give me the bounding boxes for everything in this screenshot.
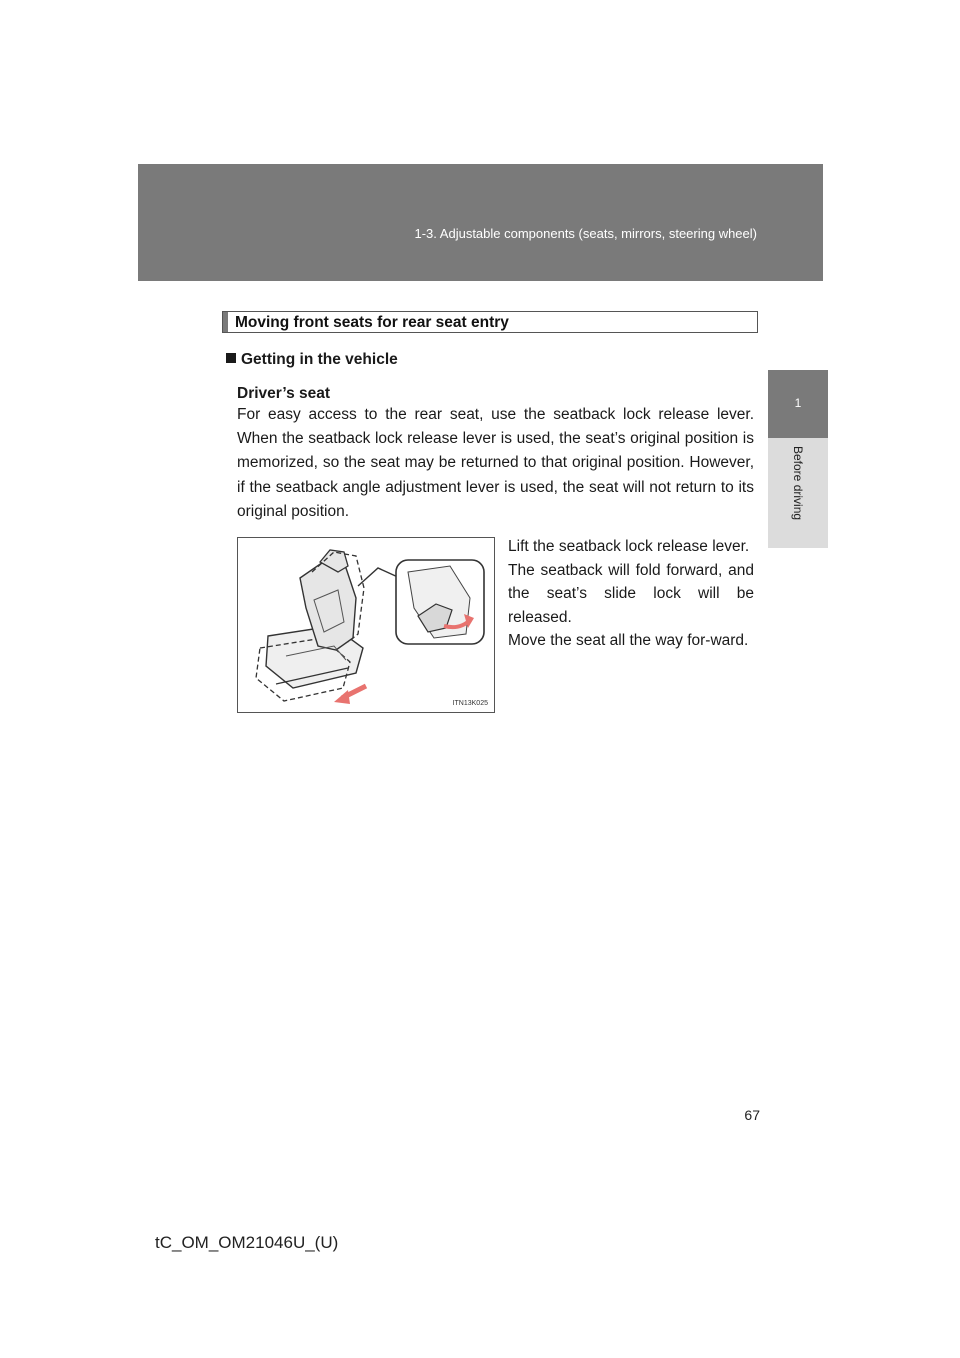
side-tab-number: 1 xyxy=(794,396,802,410)
square-bullet-icon xyxy=(226,353,236,363)
side-tab-strip xyxy=(768,438,828,548)
subheading xyxy=(226,351,398,369)
section-title: Moving front seats for rear seat entry xyxy=(235,314,509,331)
document-code: tC_OM_OM21046U_(U) xyxy=(155,1233,339,1252)
step-line: Lift the seatback lock release lever. xyxy=(508,538,750,555)
side-tab-number-block xyxy=(768,370,828,438)
page-number: 67 xyxy=(744,1107,760,1123)
figure-code: ITN13K025 xyxy=(452,700,488,707)
body-paragraph: For easy access to the rear seat, use the seatback lock release lever. When the seatback lock release lever is used, the seat’s original position is memorized, so the seat may be returned to that original position. However, if the seatback angle adjustment lever is used, the seat will not return to its original position. xyxy=(237,406,754,520)
subheading-text: Getting in the vehicle xyxy=(241,351,398,368)
chapter-title: 1-3. Adjustable components (seats, mirrors, steering wheel) xyxy=(414,226,757,241)
section-marker xyxy=(223,312,228,332)
step-line: The seatback will fold forward, and the seat’s slide lock will be released. xyxy=(508,561,754,626)
seat-drawing xyxy=(238,538,494,712)
section-heading-box xyxy=(222,311,758,333)
seat-illustration xyxy=(237,537,495,713)
side-tab-label: Before driving xyxy=(791,446,805,521)
step-instructions xyxy=(508,535,754,653)
step-line: Move the seat all the way for-ward. xyxy=(508,632,749,649)
header-band xyxy=(138,164,823,281)
minor-heading: Driver’s seat xyxy=(237,385,331,402)
